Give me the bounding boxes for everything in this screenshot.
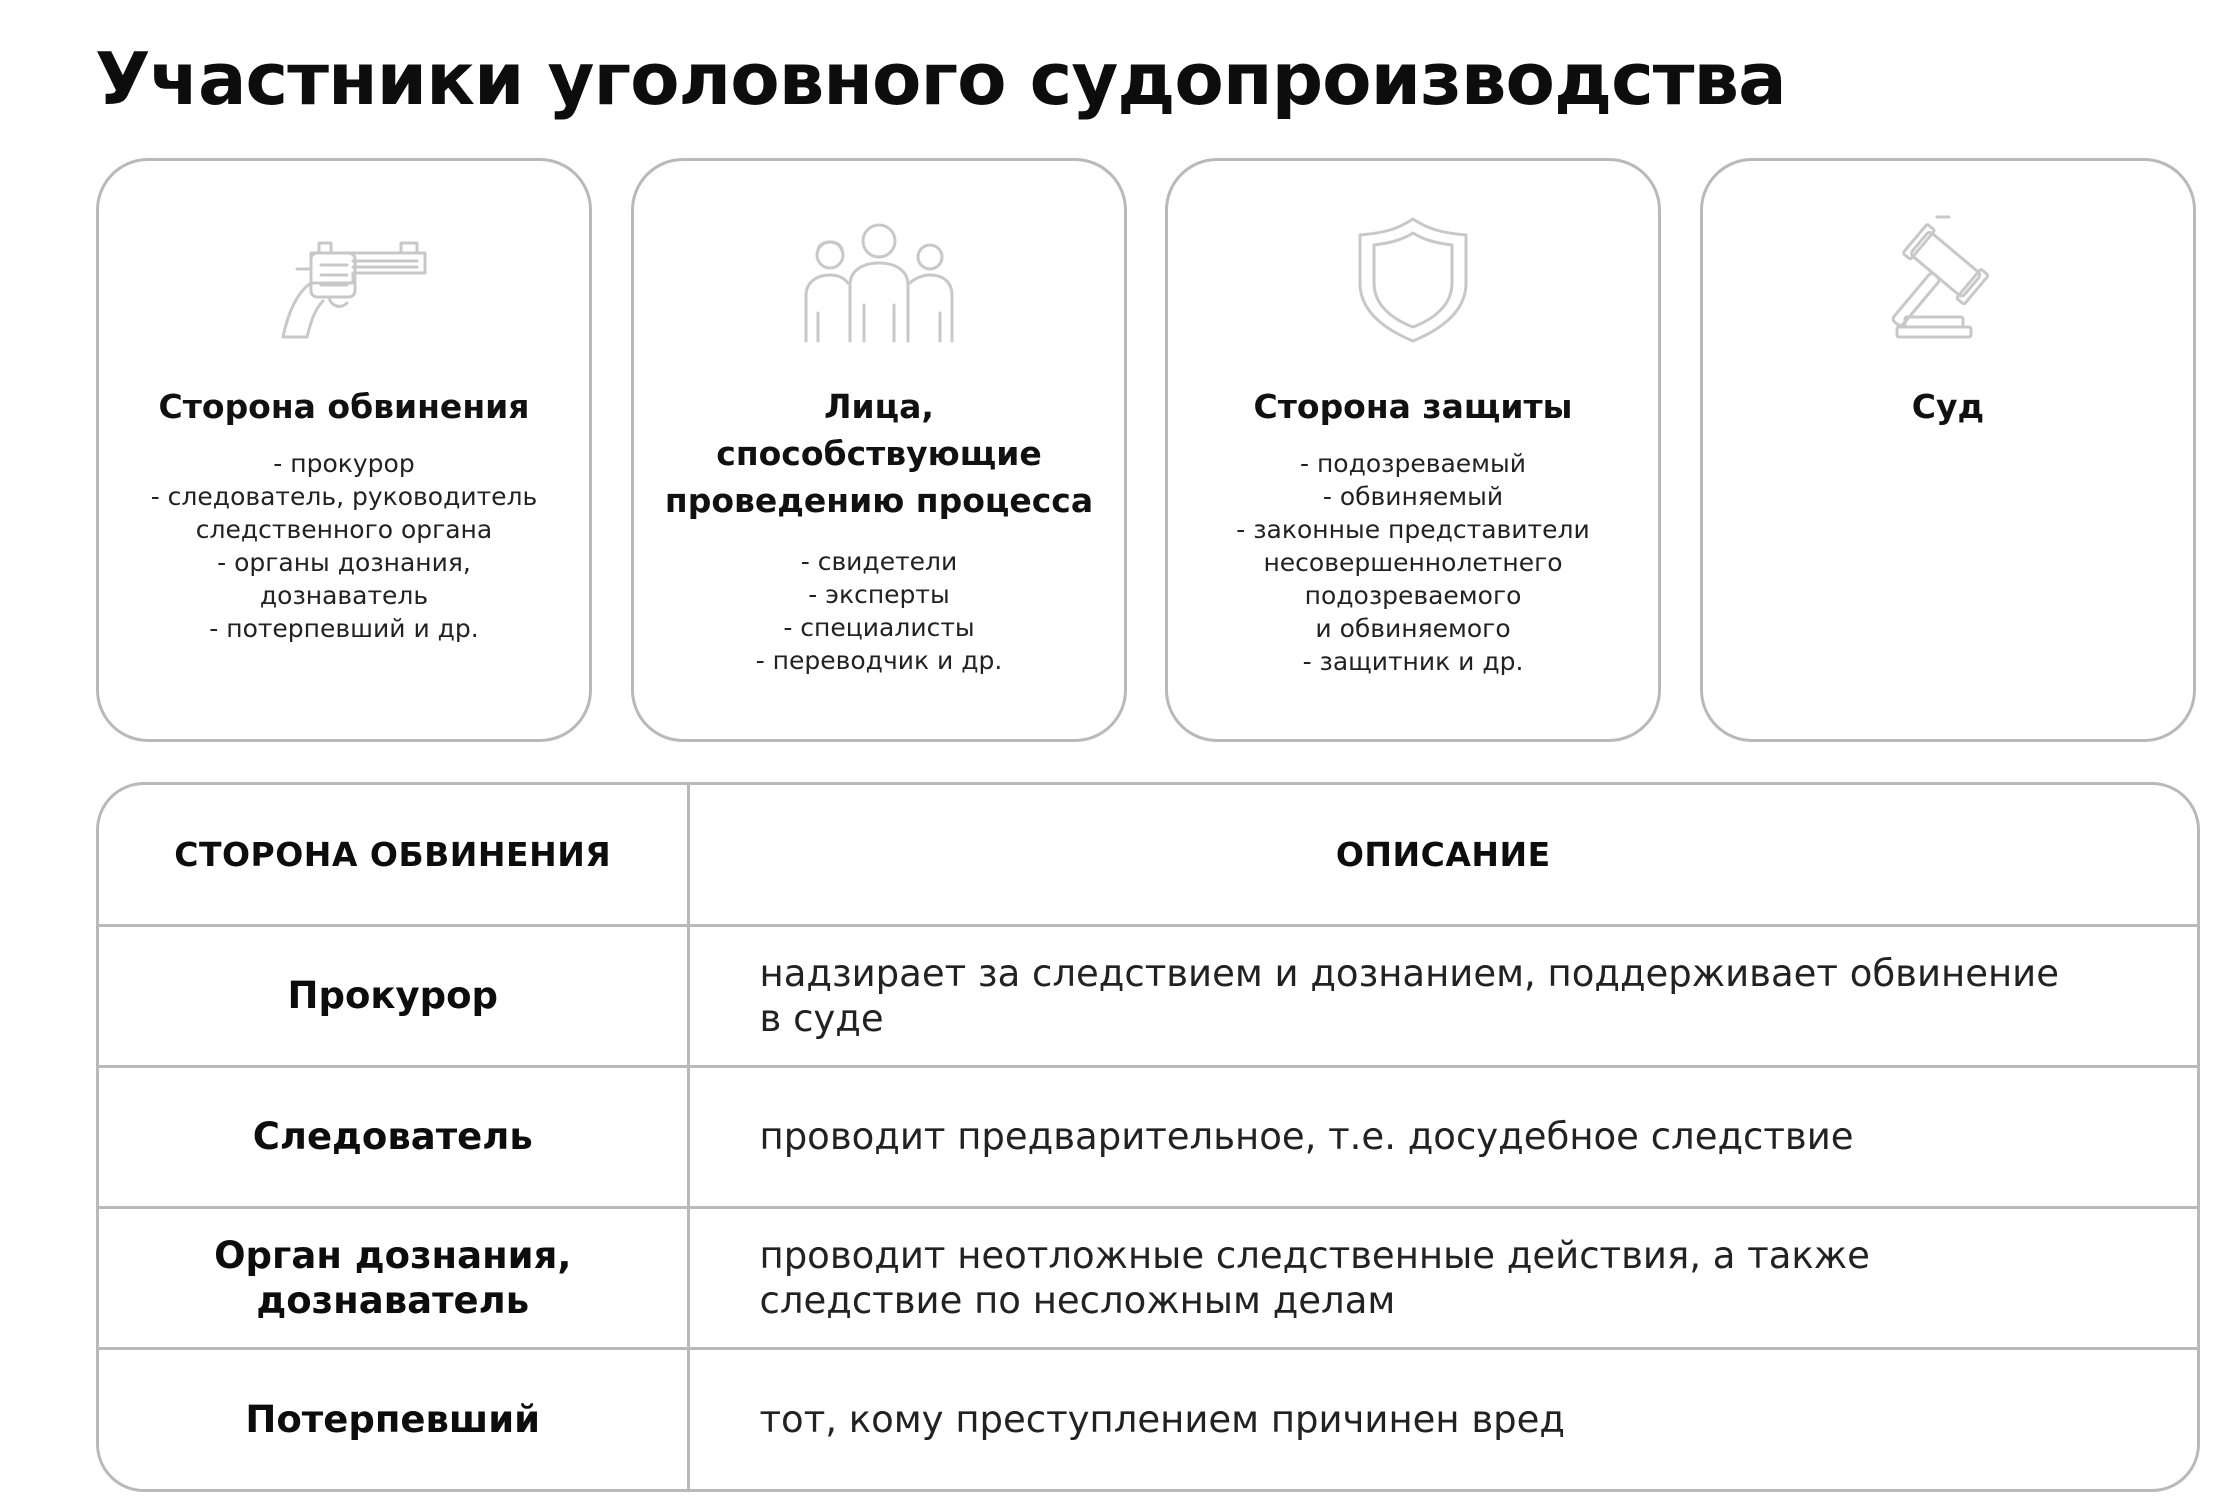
name-line: Орган дознания,: [214, 1233, 572, 1277]
table-row: [99, 1066, 2197, 1207]
participant-name: [99, 925, 688, 1066]
people-group-icon: [784, 213, 974, 343]
card-items: [1176, 447, 1650, 678]
desc-line: в суде: [759, 996, 884, 1040]
column-header: СТОРОНА ОБВИНЕНИЯ: [99, 785, 688, 925]
card-item: - потерпевший и др.: [209, 614, 479, 643]
table-row: [99, 1207, 2197, 1348]
card-defense: [1165, 158, 1661, 742]
card-title-line: способствующие: [716, 434, 1042, 473]
desc-line: проводит неотложные следственные действия, а также: [759, 1233, 1870, 1277]
desc-line: следствие по несложным делам: [759, 1278, 1396, 1322]
card-item: - подозреваемый: [1299, 449, 1526, 478]
card-title: [644, 383, 1114, 524]
card-item: - прокурор: [273, 449, 415, 478]
card-item: дознаватель: [259, 581, 429, 610]
gavel-icon: [1853, 213, 2043, 343]
card-item: - специалисты: [783, 613, 975, 642]
card-item: - свидетели: [800, 547, 958, 576]
name-line: дознаватель: [256, 1278, 530, 1322]
prosecution-table: [96, 782, 2200, 1492]
card-items: [642, 545, 1116, 677]
participant-description: [688, 1348, 2197, 1489]
card-item: и обвиняемого: [1315, 614, 1511, 643]
card-item: - следователь, руководитель: [150, 482, 538, 511]
revolver-icon: [249, 213, 439, 343]
card-title: Сторона обвинения: [158, 387, 530, 426]
card-item: - обвиняемый: [1322, 482, 1504, 511]
card-item: - защитник и др.: [1302, 647, 1524, 676]
name-line: Прокурор: [287, 974, 498, 1017]
desc-line: проводит предварительное, т.е. досудебное следствие: [759, 1115, 1854, 1158]
card-prosecution: [96, 158, 592, 742]
card-title-line: Лица,: [824, 387, 934, 426]
name-line: Следователь: [252, 1115, 533, 1158]
card-title: Сторона защиты: [1253, 387, 1573, 426]
card-facilitators: [631, 158, 1127, 742]
card-item: - органы дознания,: [217, 548, 471, 577]
participant-description: [688, 925, 2197, 1066]
table-row: [99, 1348, 2197, 1489]
participants-cards: [96, 158, 2196, 742]
participant-name: [99, 1207, 688, 1348]
table-header-row: [99, 785, 2197, 925]
card-court: [1700, 158, 2196, 742]
card-items: [107, 447, 581, 645]
desc-line: тот, кому преступлением причинен вред: [759, 1397, 1566, 1441]
participant-description: [688, 1066, 2197, 1207]
table-row: [99, 925, 2197, 1066]
page-title: Участники уголовного судопроизводства: [95, 37, 1786, 121]
participant-name: [99, 1066, 688, 1207]
card-item: несовершеннолетнего: [1263, 548, 1563, 577]
participant-description: [688, 1207, 2197, 1348]
name-line: Потерпевший: [245, 1397, 541, 1441]
table: [99, 785, 2197, 1489]
card-title: Суд: [1911, 387, 1985, 426]
card-item: подозреваемого: [1304, 581, 1522, 610]
column-header: ОПИСАНИЕ: [688, 785, 2197, 925]
card-item: - законные представители: [1236, 515, 1590, 544]
card-item: - эксперты: [808, 580, 950, 609]
card-item: следственного органа: [195, 515, 493, 544]
card-title-line: проведению процесса: [664, 481, 1094, 520]
card-item: - переводчик и др.: [755, 646, 1003, 675]
desc-line: надзирает за следствием и дознанием, поддерживает обвинение: [759, 951, 2059, 995]
participant-name: [99, 1348, 688, 1489]
shield-icon: [1318, 213, 1508, 343]
